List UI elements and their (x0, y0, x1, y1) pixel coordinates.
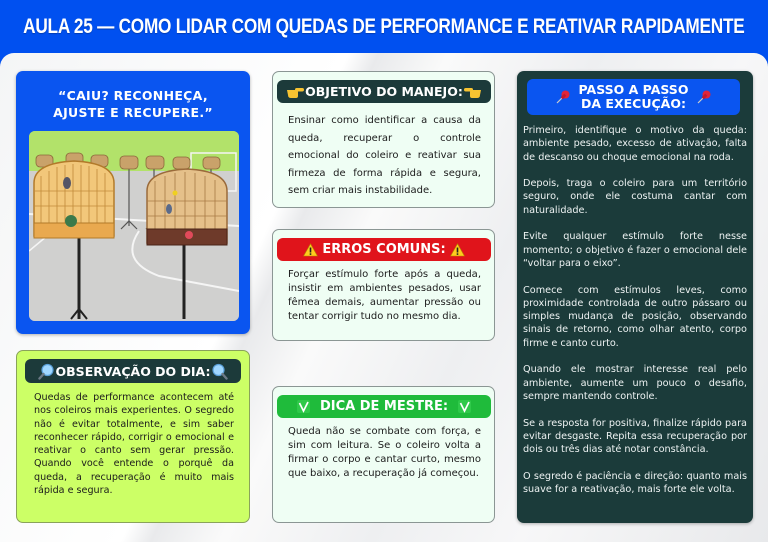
check-icon (297, 400, 310, 413)
bird-cages-photo (29, 131, 239, 321)
page-title: AULA 25 — COMO LIDAR COM QUEDAS DE PERFORMANCE E REATIVAR RAPIDAMENTE (23, 15, 745, 38)
quote-card (16, 71, 250, 334)
common-errors-header (277, 238, 491, 261)
observation-header (25, 359, 241, 383)
pointing-hand-icon (464, 85, 482, 99)
step-paragraph: Quando ele mostrar interesse real pelo ambiente, aumente um pouco o desafio, sempre mantendo controle. (523, 364, 747, 402)
steps-card (517, 71, 753, 523)
step-paragraph: Depois, traga o coleiro para um território seguro, onde ele costuma cantar com naturalidade. (523, 178, 747, 216)
steps-title-line-2: DA EXECUÇÃO: (581, 96, 686, 111)
common-errors-title: ERROS COMUNS: (322, 242, 446, 257)
pointing-hand-icon (286, 85, 304, 99)
magnifier-icon (211, 363, 228, 380)
warning-icon (303, 243, 318, 257)
steps-title-line-1: PASSO A PASSO (578, 82, 689, 97)
steps-header (527, 79, 740, 115)
magnifier-icon (38, 363, 55, 380)
objective-card (272, 71, 495, 208)
step-paragraph: Comece com estímulos leves, como proximidade controlada de outro pássaro ou simples mudança de posição, observando sinais de retorno, como olhar atento, corpo firme e canto curto. (523, 284, 747, 349)
pushpin-icon (555, 89, 571, 105)
objective-text: Ensinar como identificar a causa da queda, recuperar o controle emocional do coleiro e reativar sua firmeza de forma rápida e segura, sem criar mais instabilidade. (288, 115, 481, 196)
title-bar (0, 0, 768, 54)
master-tip-card (272, 386, 495, 523)
bird-cages-illustration (29, 131, 239, 321)
check-icon (458, 400, 471, 413)
master-tip-header (277, 395, 491, 418)
master-tip-title: DICA DE MESTRE: (319, 399, 449, 414)
pushpin-icon (696, 89, 712, 105)
objective-title: OBJETIVO DO MANEJO: (305, 84, 463, 99)
step-paragraph: O segredo é paciência e direção: quanto mais suave for a reativação, mais forte ele volta. (523, 470, 747, 496)
quote-line-2: AJUSTE E RECUPERE.” (53, 105, 213, 120)
step-paragraph: Primeiro, identifique o motivo da queda: ambiente pesado, excesso de ativação, falta de descanso ou choque emocional na roda. (523, 125, 747, 163)
step-paragraph: Se a resposta for positiva, finalize rápido para evitar desgaste. Repita essa recuperação por dois ou três dias até notar constância. (523, 417, 747, 456)
objective-header (277, 80, 491, 103)
common-errors-text: Forçar estímulo forte após a queda, insistir em ambientes pesados, usar fêmea demais, aumentar pressão ou tentar corrigir tudo no mesmo dia. (288, 269, 481, 322)
quote-line-1: “CAIU? RECONHEÇA, (58, 88, 208, 103)
warning-icon (450, 243, 465, 257)
quote-text (16, 87, 250, 121)
master-tip-text: Queda não se combate com força, e sim com leitura. Se o coleiro volta a firmar o corpo e cantar curto, mesmo que baixo, a recuperação já começou. (288, 426, 481, 479)
steps-body (523, 124, 747, 510)
observation-text: Quedas de performance acontecem até nos coleiros mais experientes. O segredo não é evitar totalmente, e sim saber reconhecer rápido, corrigir o emocional e reativar o canto sem gerar pressão. Quando você entende o porquê da queda, a recuperação é muito mais rápida e segura. (34, 392, 234, 497)
common-errors-card (272, 229, 495, 341)
observation-card (16, 350, 250, 523)
step-paragraph: Evite qualquer estímulo forte nesse momento; o objetivo é fazer o emocional dele “voltar para o eixo”. (523, 231, 747, 269)
observation-title: OBSERVAÇÃO DO DIA: (55, 363, 211, 379)
